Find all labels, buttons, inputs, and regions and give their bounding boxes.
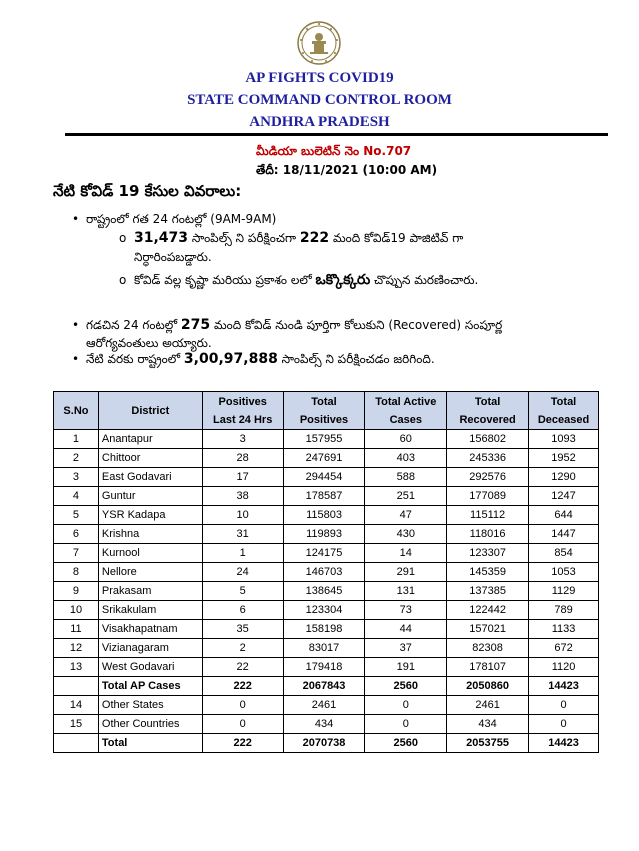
cell-positives-24h: 2 — [202, 639, 283, 658]
positive-count: 222 — [299, 230, 330, 246]
cell-district: West Godavari — [98, 658, 202, 677]
cell-positives-24h: 222 — [202, 734, 283, 753]
cell-recovered: 2461 — [447, 696, 529, 715]
cell-deceased: 789 — [529, 601, 599, 620]
cell-total-positives: 83017 — [283, 639, 365, 658]
cell-positives-24h: 1 — [202, 544, 283, 563]
cell-total-positives: 178587 — [283, 487, 365, 506]
cell-recovered: 137385 — [447, 582, 529, 601]
samples-count: 31,473 — [134, 230, 189, 246]
cell-total-positives: 158198 — [283, 620, 365, 639]
cell-positives-24h: 17 — [202, 468, 283, 487]
cell-positives-24h: 35 — [202, 620, 283, 639]
cell-sno: 10 — [54, 601, 99, 620]
cell-recovered: 122442 — [447, 601, 529, 620]
cell-total-positives: 124175 — [283, 544, 365, 563]
cell-district: Kurnool — [98, 544, 202, 563]
cell-active-cases: 403 — [365, 449, 447, 468]
cell-deceased: 644 — [529, 506, 599, 525]
cell-positives-24h: 0 — [202, 715, 283, 734]
cell-recovered: 156802 — [447, 430, 529, 449]
header-line-3: ANDHRA PRADESH — [249, 114, 390, 130]
bullet-recovered — [86, 316, 502, 334]
bullet-deaths — [134, 271, 478, 289]
bullet-text: రాష్ట్రంలో గత 24 గంటల్లో (9AM-9AM) — [86, 212, 277, 226]
media-bulletin-number: మీడియా బులెటిన్ నెం No.707 — [256, 144, 412, 158]
table-row — [54, 487, 599, 506]
cell-active-cases: 2560 — [365, 734, 447, 753]
cell-district: Chittoor — [98, 449, 202, 468]
date-label: తేదీ: — [256, 163, 283, 177]
table-row — [54, 582, 599, 601]
cell-active-cases: 191 — [365, 658, 447, 677]
bullet-text: సాంపిల్స్ ని పరీక్షించడం జరిగింది. — [277, 352, 435, 366]
cell-active-cases: 291 — [365, 563, 447, 582]
cell-active-cases: 37 — [365, 639, 447, 658]
cell-recovered: 245336 — [447, 449, 529, 468]
cell-sno: 4 — [54, 487, 99, 506]
cell-recovered: 178107 — [447, 658, 529, 677]
table-header-row — [54, 392, 599, 430]
date-value: 18/11/2021 (10:00 AM) — [282, 163, 438, 177]
table-row — [54, 525, 599, 544]
cell-deceased: 14423 — [529, 677, 599, 696]
cell-active-cases: 0 — [365, 715, 447, 734]
bullet-total-samples — [86, 350, 435, 368]
deaths-each: ఒక్కొక్కరు — [315, 272, 371, 288]
cell-active-cases: 430 — [365, 525, 447, 544]
header-active-cases: Total Active Cases — [365, 392, 447, 430]
table-body — [54, 430, 599, 753]
cell-deceased: 0 — [529, 696, 599, 715]
cell-deceased: 1129 — [529, 582, 599, 601]
cell-district: Nellore — [98, 563, 202, 582]
cell-recovered: 82308 — [447, 639, 529, 658]
cell-district: Krishna — [98, 525, 202, 544]
cell-deceased: 14423 — [529, 734, 599, 753]
table-row — [54, 620, 599, 639]
cell-district: Prakasam — [98, 582, 202, 601]
table-row — [54, 430, 599, 449]
cell-sno: 13 — [54, 658, 99, 677]
cell-active-cases: 588 — [365, 468, 447, 487]
header-positives-24h: Positives Last 24 Hrs — [202, 392, 283, 430]
bullet-text: చొప్పున మరణించారు. — [370, 273, 479, 287]
cell-recovered: 2050860 — [447, 677, 529, 696]
cell-total-positives: 179418 — [283, 658, 365, 677]
cell-deceased: 1247 — [529, 487, 599, 506]
cell-recovered: 2053755 — [447, 734, 529, 753]
header-total-positives: Total Positives — [283, 392, 365, 430]
cell-active-cases: 73 — [365, 601, 447, 620]
cell-active-cases: 60 — [365, 430, 447, 449]
cell-active-cases: 131 — [365, 582, 447, 601]
section-title: నేటి కోవిడ్ 19 కేసుల వివరాలు: — [53, 182, 242, 200]
cell-sno: 7 — [54, 544, 99, 563]
cell-deceased: 1093 — [529, 430, 599, 449]
cell-total-positives: 434 — [283, 715, 365, 734]
cell-sno: 12 — [54, 639, 99, 658]
bullet-text: మంది కోవిడ్ నుండి పూర్తిగా కోలుకుని (Recovered) సంపూర్ణ — [210, 318, 503, 332]
bullet-recovered-line2: ఆరోగ్యవంతులు అయ్యారు. — [86, 336, 212, 350]
bullet-text: మంది కోవిడ్19 పాజిటివ్ గా — [329, 231, 464, 245]
cell-sno: 2 — [54, 449, 99, 468]
cell-active-cases: 0 — [365, 696, 447, 715]
cell-total-positives: 138645 — [283, 582, 365, 601]
cell-sno: 5 — [54, 506, 99, 525]
bullet-samples-tested — [134, 229, 463, 247]
table-row — [54, 601, 599, 620]
cell-sno: 8 — [54, 563, 99, 582]
cell-positives-24h: 5 — [202, 582, 283, 601]
header-divider — [65, 133, 608, 136]
cell-active-cases: 44 — [365, 620, 447, 639]
cell-sno — [54, 677, 99, 696]
header-district: District — [98, 392, 202, 430]
table-row — [54, 696, 599, 715]
cell-sno: 14 — [54, 696, 99, 715]
cell-total-positives: 123304 — [283, 601, 365, 620]
cell-sno: 6 — [54, 525, 99, 544]
table-row — [54, 506, 599, 525]
cell-deceased: 0 — [529, 715, 599, 734]
cell-deceased: 672 — [529, 639, 599, 658]
bullet-text: గడచిన 24 గంటల్లో — [86, 318, 181, 332]
cell-total-positives: 119893 — [283, 525, 365, 544]
table-row — [54, 639, 599, 658]
cell-deceased: 1290 — [529, 468, 599, 487]
cell-sno: 11 — [54, 620, 99, 639]
cell-active-cases: 251 — [365, 487, 447, 506]
cell-sno: 9 — [54, 582, 99, 601]
table-row — [54, 658, 599, 677]
cell-total-positives: 294454 — [283, 468, 365, 487]
cell-district: Srikakulam — [98, 601, 202, 620]
cell-total-positives: 157955 — [283, 430, 365, 449]
cell-positives-24h: 6 — [202, 601, 283, 620]
cell-total-positives: 115803 — [283, 506, 365, 525]
cell-deceased: 1133 — [529, 620, 599, 639]
cell-recovered: 123307 — [447, 544, 529, 563]
table-row — [54, 563, 599, 582]
cell-positives-24h: 22 — [202, 658, 283, 677]
cell-deceased: 1120 — [529, 658, 599, 677]
cell-district: YSR Kadapa — [98, 506, 202, 525]
table-row — [54, 449, 599, 468]
cell-positives-24h: 10 — [202, 506, 283, 525]
cell-positives-24h: 3 — [202, 430, 283, 449]
cell-recovered: 434 — [447, 715, 529, 734]
cell-recovered: 292576 — [447, 468, 529, 487]
cell-positives-24h: 24 — [202, 563, 283, 582]
cell-positives-24h: 31 — [202, 525, 283, 544]
bullet-samples-tested-line2: నిర్ధారింపబడ్డారు. — [134, 250, 212, 264]
cell-recovered: 118016 — [447, 525, 529, 544]
cell-deceased: 854 — [529, 544, 599, 563]
cell-district: Anantapur — [98, 430, 202, 449]
cell-deceased: 1053 — [529, 563, 599, 582]
cell-district: Other States — [98, 696, 202, 715]
bullet-text: నేటి వరకు రాష్ట్రంలో — [86, 352, 184, 366]
cell-recovered: 145359 — [447, 563, 529, 582]
cell-district: Total — [98, 734, 202, 753]
cell-active-cases: 47 — [365, 506, 447, 525]
cell-total-positives: 146703 — [283, 563, 365, 582]
cell-recovered: 177089 — [447, 487, 529, 506]
cell-positives-24h: 222 — [202, 677, 283, 696]
table-row-grand-total — [54, 734, 599, 753]
cell-deceased: 1952 — [529, 449, 599, 468]
cell-sno: 15 — [54, 715, 99, 734]
cell-district: Visakhapatnam — [98, 620, 202, 639]
table-row — [54, 468, 599, 487]
table-row-ap-total — [54, 677, 599, 696]
cell-total-positives: 2070738 — [283, 734, 365, 753]
bullet-text: కోవిడ్ వల్ల కృష్ణా మరియు ప్రకాశం లలో — [134, 273, 316, 287]
cell-recovered: 157021 — [447, 620, 529, 639]
cell-district: East Godavari — [98, 468, 202, 487]
total-samples-count: 3,00,97,888 — [183, 351, 278, 367]
district-covid-table — [53, 391, 599, 753]
cell-district: Total AP Cases — [98, 677, 202, 696]
cell-district: Guntur — [98, 487, 202, 506]
cell-deceased: 1447 — [529, 525, 599, 544]
cell-total-positives: 247691 — [283, 449, 365, 468]
header-recovered: Total Recovered — [447, 392, 529, 430]
cell-recovered: 115112 — [447, 506, 529, 525]
cell-active-cases: 14 — [365, 544, 447, 563]
header-sno: S.No — [54, 392, 99, 430]
header-deceased: Total Deceased — [529, 392, 599, 430]
bullet-text: సాంపిల్స్ ని పరీక్షించగా — [188, 231, 300, 245]
cell-positives-24h: 0 — [202, 696, 283, 715]
header-line-2: STATE COMMAND CONTROL ROOM — [187, 92, 452, 108]
cell-district: Vizianagaram — [98, 639, 202, 658]
bulletin-date — [256, 163, 437, 180]
cell-sno: 3 — [54, 468, 99, 487]
bullet-last-24-hours — [86, 210, 276, 228]
cell-sno: 1 — [54, 430, 99, 449]
header-line-1: AP FIGHTS COVID19 — [245, 70, 394, 86]
ap-state-emblem — [296, 20, 342, 66]
cell-total-positives: 2067843 — [283, 677, 365, 696]
cell-active-cases: 2560 — [365, 677, 447, 696]
cell-positives-24h: 38 — [202, 487, 283, 506]
table-row — [54, 544, 599, 563]
cell-sno — [54, 734, 99, 753]
cell-district: Other Countries — [98, 715, 202, 734]
table-row — [54, 715, 599, 734]
cell-positives-24h: 28 — [202, 449, 283, 468]
recovered-count: 275 — [180, 317, 211, 333]
cell-total-positives: 2461 — [283, 696, 365, 715]
